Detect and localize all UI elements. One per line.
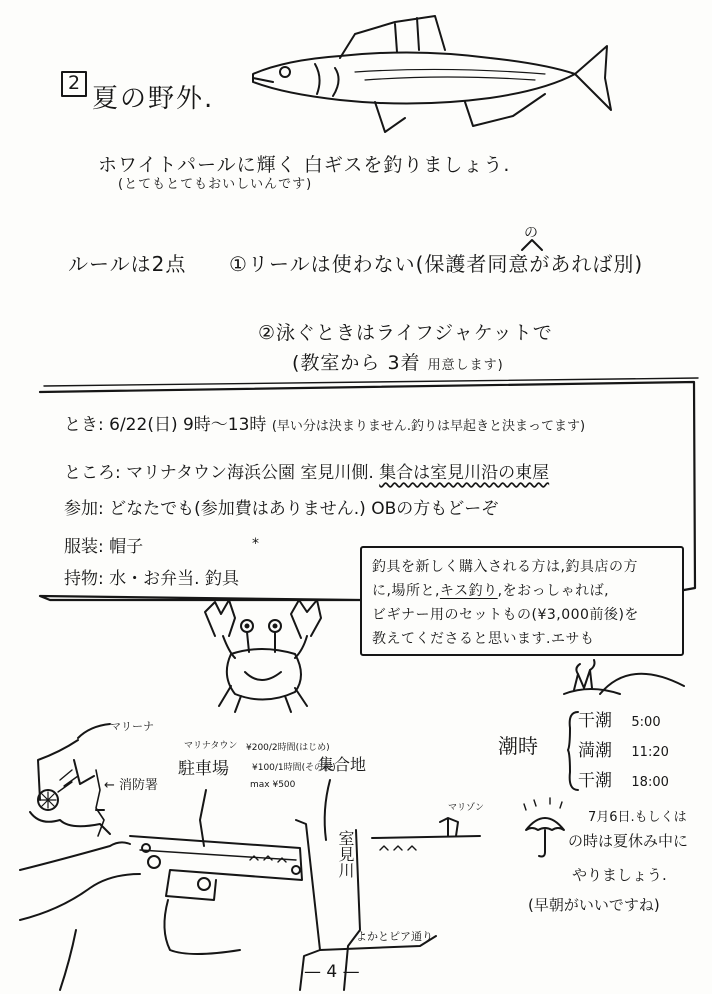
rain-line-2: の時は夏休み中に — [568, 832, 689, 850]
intro-line: ホワイトパールに輝く 白ギスを釣りましょう. — [98, 154, 511, 176]
map-parking-fee-2: ¥100/1時間(その後) — [252, 763, 336, 773]
tide-row-3-name: 干潮 — [578, 771, 612, 791]
rules-heading: ルールは2点 — [68, 252, 187, 276]
join-value: どなたでも(参加費はありません.) OBの方もどーぞ — [109, 499, 499, 519]
tide-row-1-name: 干潮 — [578, 711, 612, 731]
section-number: 2 — [68, 72, 81, 94]
gear-note-line-4: 教えてくださると思います.エサも — [372, 631, 595, 647]
map-marina-town-label: マリナタウン — [184, 741, 238, 751]
join-label: 参加: — [64, 499, 104, 519]
gear-note-line-3: ビギナー用のセットもの(¥3,000前後)を — [372, 607, 639, 623]
map-marina-label: マリーナ — [110, 720, 154, 733]
tide-row-2-name: 満潮 — [578, 741, 612, 761]
rule-2-note-small: 用意します) — [427, 358, 504, 373]
map-river-label: 室見川 — [336, 830, 355, 878]
gear-note-line-2-pre: に,場所と, — [372, 583, 440, 599]
rule-2: ②泳ぐときはライフジャケットで — [258, 322, 553, 344]
page-number: — 4 — — [304, 962, 360, 982]
rule-2-note-main: (教室から 3着 — [292, 352, 421, 374]
gear-note-line-1: 釣具を新しく購入される方は,釣具店の方 — [372, 559, 638, 575]
map-meeting-point-label: 集合地 — [318, 755, 367, 774]
where-meeting: 集合は室見川沿の東屋 — [379, 463, 550, 483]
when-note: (早い分は決まりません.釣りは早起きと決まってます) — [271, 419, 586, 434]
intro-note: (とてもとてもおいしいんです) — [118, 177, 313, 192]
items-gear: 釣具 — [204, 569, 239, 589]
when-value: 6/22(日) 9時〜13時 — [109, 415, 267, 435]
rain-line-1: 7月6日.もしくは — [588, 810, 687, 825]
tide-row-1-time: 5:00 — [631, 715, 661, 730]
page-title: 夏の野外. — [92, 84, 215, 114]
items-value: 水・お弁当. — [109, 569, 200, 589]
clothes-label: 服装: — [64, 537, 104, 557]
map-parking-fee-3: max ¥500 — [250, 780, 296, 790]
when-label: とき: — [64, 415, 104, 435]
rain-line-3: やりましょう. — [572, 866, 667, 884]
rule-1-insert: の — [524, 225, 538, 241]
map-parking-label: 駐車場 — [178, 759, 229, 779]
map-fire-station-label: ← 消防署 — [104, 778, 159, 793]
gear-note-line-2-underline: キス釣り — [439, 583, 498, 599]
items-label: 持物: — [64, 569, 104, 589]
where-value: マリナタウン海浜公園 室見川側. — [126, 463, 374, 483]
clothes-value: 帽子 — [109, 537, 144, 557]
rain-line-4: (早朝がいいですね) — [528, 896, 660, 914]
tide-row-2-time: 11:20 — [631, 745, 669, 760]
map-parking-fee-1: ¥200/2時間(はじめ) — [246, 743, 330, 753]
tide-label: 潮時 — [498, 734, 538, 758]
tide-row-3-time: 18:00 — [631, 775, 669, 790]
map-bridge-label: よかとピア通り — [356, 930, 433, 943]
map-marizon-label: マリゾン — [448, 803, 485, 813]
gear-note-line-2-post: ,をおっしゃれば, — [497, 583, 610, 599]
rule-1: ①リールは使わない(保護者同意があれば別) — [229, 252, 644, 276]
where-label: ところ: — [64, 463, 121, 483]
items-asterisk: * — [252, 536, 259, 552]
